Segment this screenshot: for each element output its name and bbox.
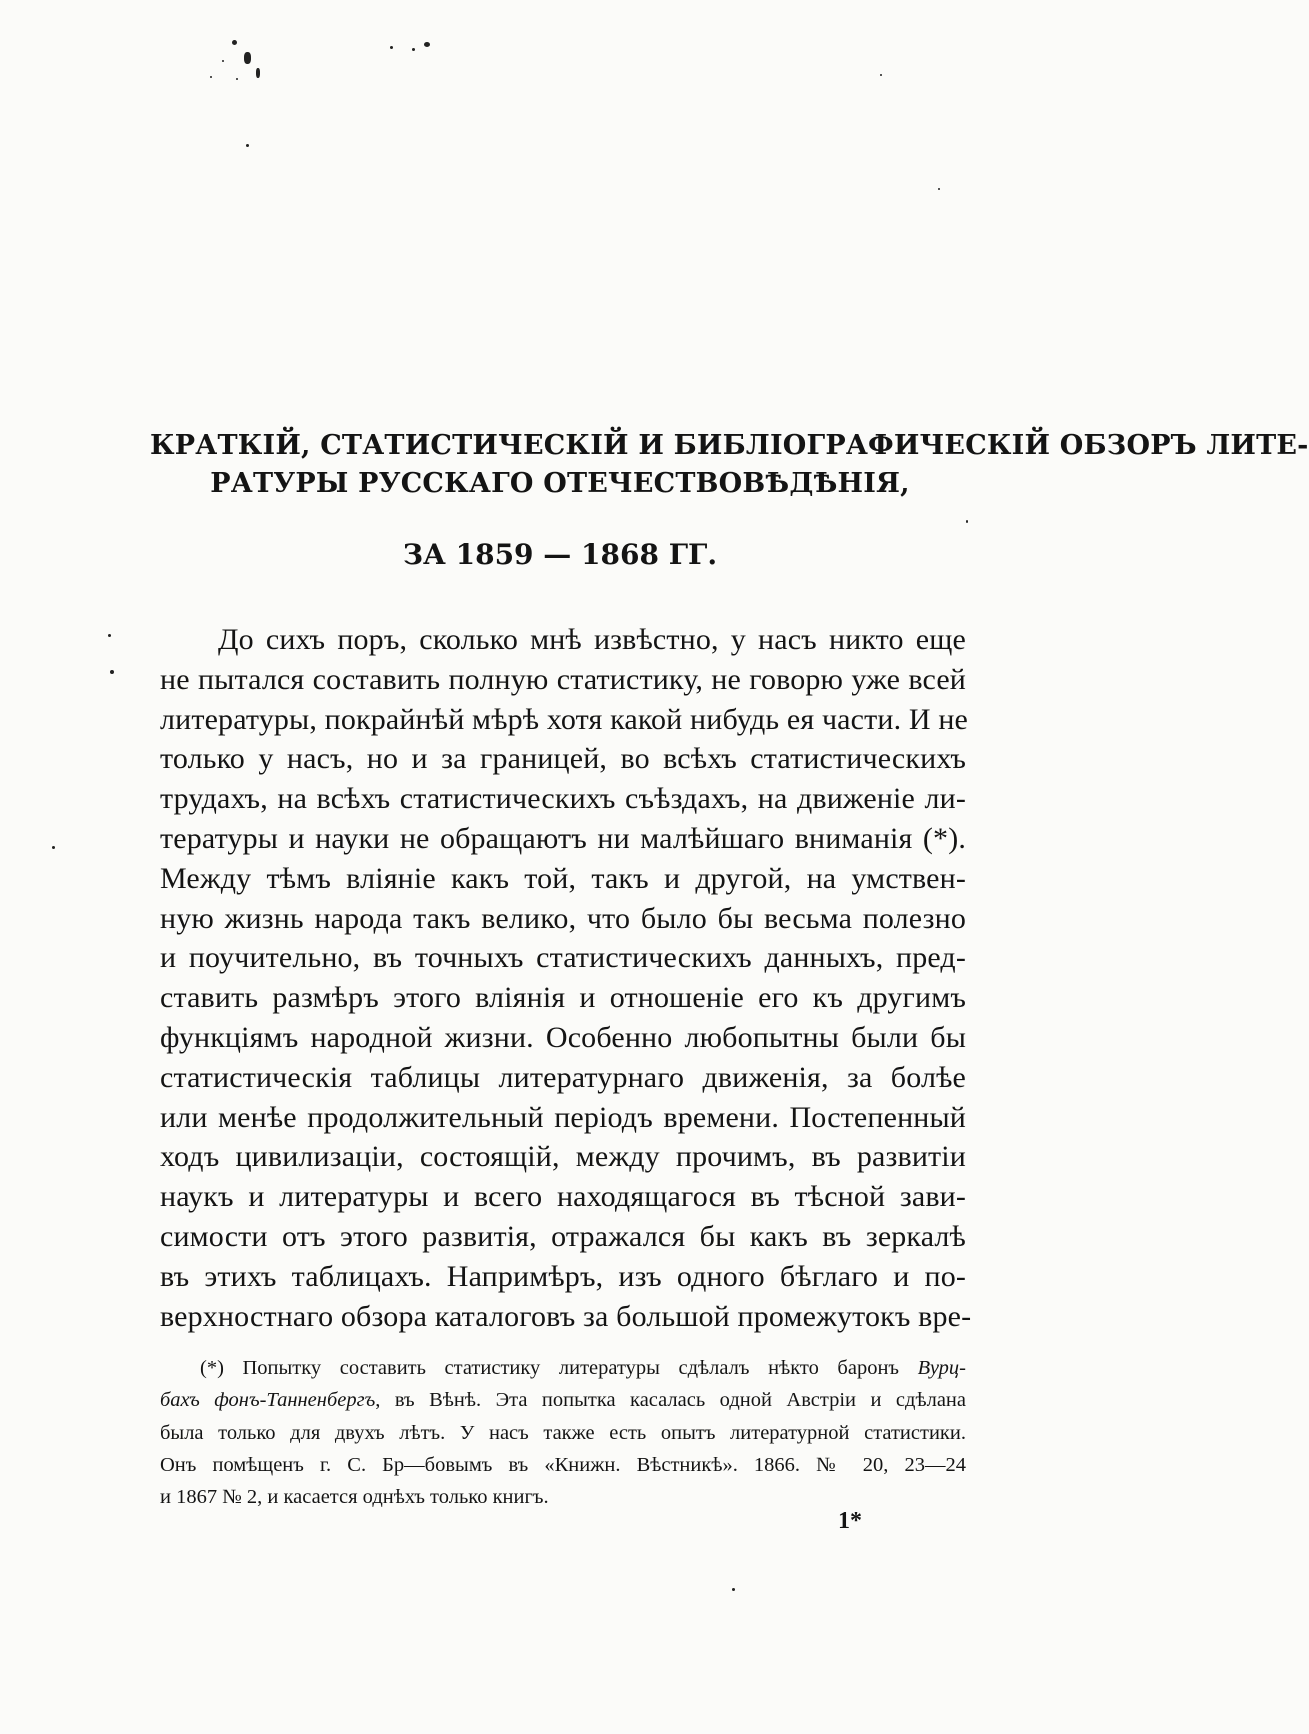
heading-line-2: РАТУРЫ РУССКАГО ОТЕЧЕСТВОВѢДѢНІЯ, (210, 468, 910, 499)
scan-speck (880, 74, 882, 76)
body-line: ную жизнь народа такъ велико, что было бы весьма полезно (160, 901, 966, 935)
scan-speck (966, 520, 968, 523)
body-paragraph (160, 620, 972, 1336)
signature-mark: 1* (838, 1508, 862, 1534)
body-line: или менѣе продолжительный періодъ времени. Постепенный (160, 1100, 966, 1134)
body-line: литературы, покрайнѣй мѣрѣ хотя какой нибудь ея части. И не (160, 702, 969, 736)
scan-speck (390, 46, 393, 49)
scan-speck (236, 78, 238, 80)
body-line: ставить размѣръ этого вліянія и отношеніе его къ другимъ (160, 981, 966, 1015)
body-line: функціямъ народной жизни. Особенно любопытны были бы (160, 1020, 966, 1054)
body-line: и поучительно, въ точныхъ статистическихъ данныхъ, пред- (160, 941, 966, 975)
scan-speck (732, 1588, 735, 1591)
body-line: ходъ цивилизаціи, состоящій, между прочимъ, въ развитіи (160, 1140, 966, 1174)
scan-speck (232, 40, 237, 45)
footnote-text: (*) Попытку составить статистику литературы сдѣлалъ нѣкто баронъ (200, 1357, 900, 1379)
body-line: симости отъ этого развитія, отражался бы какъ въ зеркалѣ (160, 1219, 966, 1253)
footnote (160, 1352, 966, 1513)
footnote-line: была только для двухъ лѣтъ. У насъ также есть опытъ литературной статистики. (160, 1421, 966, 1444)
body-line: наукъ и литературы и всего находящагося въ тѣсной зави- (160, 1180, 966, 1214)
body-line: Между тѣмъ вліяніе какъ той, такъ и другой, на умствен- (160, 861, 966, 895)
heading-years: ЗА 1859 — 1868 ГГ. (402, 538, 718, 571)
body-line: не пытался составить полную статистику, не говорю уже всей (160, 662, 966, 696)
footnote-name-italic: Вурц- (917, 1357, 966, 1379)
footnote-line: Онъ помѣщенъ г. С. Бр—бовымъ въ «Книжн. Вѣстникѣ». 1866. № 20, 23—24 (160, 1453, 966, 1476)
body-line: статистическія таблицы литературнаго движенія, за болѣе (160, 1060, 966, 1094)
body-line: До сихъ поръ, сколько мнѣ извѣстно, у насъ никто еще (218, 623, 966, 656)
body-line: въ этихъ таблицахъ. Напримѣръ, изъ одного бѣглаго и по- (160, 1259, 966, 1293)
scan-speck (938, 188, 940, 190)
footnote-text: , въ Вѣнѣ. Эта попытка касалась одной Австріи и сдѣлана (375, 1389, 966, 1412)
scan-speck (110, 670, 114, 674)
heading-line-1: КРАТКІЙ, СТАТИСТИЧЕСКІЙ И БИБЛІОГРАФИЧЕСКІЙ ОБЗОРЪ ЛИТЕ- (150, 430, 1309, 461)
body-line: только у насъ, но и за границей, во всѣхъ статистическихъ (160, 742, 966, 776)
footnote-line (160, 1384, 966, 1416)
scan-speck (244, 52, 251, 64)
scan-speck (210, 76, 212, 78)
scan-speck (222, 60, 224, 62)
scan-speck (52, 846, 55, 849)
scan-speck (246, 144, 249, 147)
scan-speck (412, 48, 415, 51)
body-line: трудахъ, на всѣхъ статистическихъ съѣздахъ, на движеніе ли- (160, 782, 966, 816)
footnote-line: и 1867 № 2, и касается однѣхъ только книгъ. (160, 1486, 549, 1509)
body-line: верхностнаго обзора каталоговъ за большой промежутокъ вре- (160, 1299, 972, 1333)
scan-speck (424, 42, 430, 47)
scan-speck (256, 68, 260, 78)
footnote-name-italic: бахъ фонъ-Танненбергъ (160, 1389, 376, 1412)
scan-speck (108, 634, 111, 637)
footnote-line (160, 1352, 966, 1384)
body-line: тературы и науки не обращаютъ ни малѣйшаго вниманія (*). (160, 821, 966, 855)
